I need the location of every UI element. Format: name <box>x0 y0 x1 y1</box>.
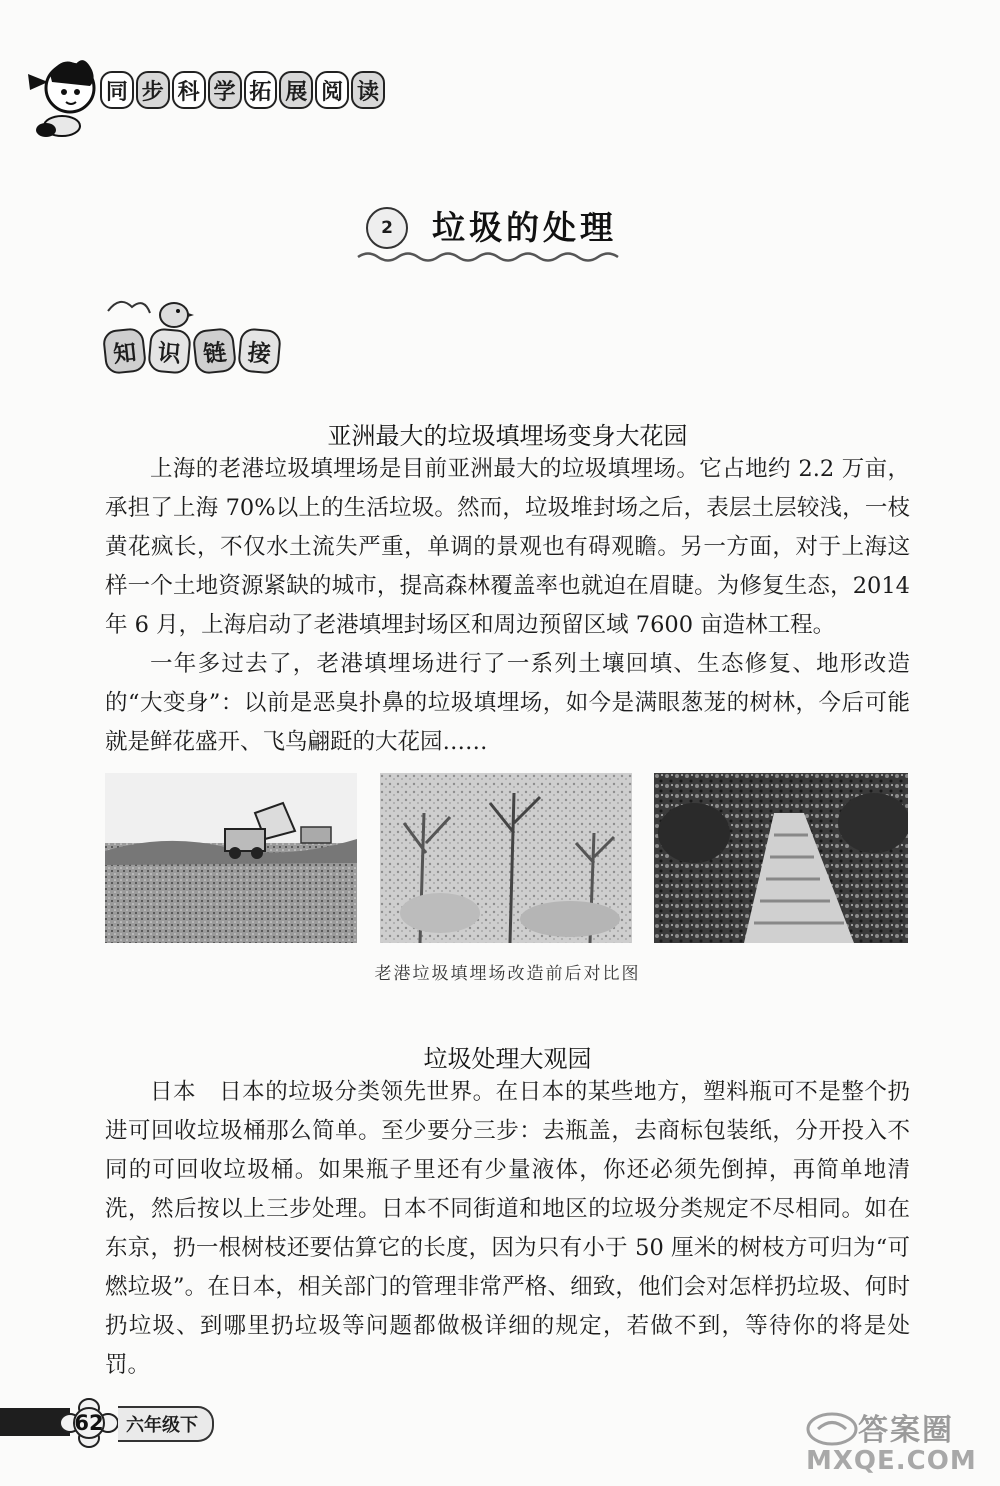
mascot-icon <box>22 52 102 140</box>
series-title-char: 阅 <box>315 71 349 109</box>
article-paragraph: 一年多过去了，老港填埋场进行了一系列土壤回填、生态修复、地形改造的“大变身”：以前是恶臭扑鼻的垃圾填埋场，如今是满眼葱茏的树林，今后可能就是鲜花盛开、飞鸟翩跹的大花园…… <box>105 651 910 755</box>
page-number: 62 <box>74 1411 104 1435</box>
title-underline-decoration <box>356 250 628 264</box>
badge-char: 识 <box>147 327 192 374</box>
article-paragraph-text: 日本的垃圾分类领先世界。在日本的某些地方，塑料瓶可不是整个扔进可回收垃圾桶那么简单。至少要分三步：去瓶盖，去商标包装纸，分开投入不同的可回收垃圾桶。如果瓶子里还有少量液体，你还必须先倒掉，再简单地清洗，然后按以上三步处理。日本不同街道和地区的垃圾分类规定不尽相同。如在东京，扔一根树枝还要估算它的长度，因为只有小于 50 厘米的树枝方可归为“可燃垃圾”。在日本，相关部门的管理非常严格、细致，他们会对怎样扔垃圾、何时扔垃圾、到哪里扔垃圾等问题都做极详细的规定，若做不到，等待你的将是处罚。 <box>105 1079 910 1378</box>
badge-char: 知 <box>102 327 147 375</box>
grade-label: 六年级下 <box>118 1406 214 1442</box>
series-title-char: 学 <box>208 71 242 109</box>
photo-caption: 老港垃圾填埋场改造前后对比图 <box>374 964 641 984</box>
article-paragraph <box>105 1073 910 1385</box>
watermark-text: 答案圈 <box>858 1413 954 1448</box>
series-title-char: 同 <box>100 71 134 109</box>
series-title-char: 步 <box>136 71 170 109</box>
country-label: 日本 <box>150 1079 197 1105</box>
article-title: 垃圾处理大观园 <box>423 1045 592 1073</box>
watermark-url: MXQE.COM <box>806 1446 977 1476</box>
photo-landfill-before <box>105 773 357 943</box>
lesson-title: 垃圾的处理 <box>432 208 617 247</box>
article-paragraph: 上海的老港垃圾填埋场是目前亚洲最大的垃圾填埋场。它占地约 2.2 万亩，承担了上海 70%以上的生活垃圾。然而，垃圾堆封场之后，表层土层较浅，一枝黄花疯长，不仅水土流失严重，单调的景观也有碍观瞻。另一方面，对于上海这样一个土地资源紧缺的城市，提高森林覆盖率也就迫在眉睫。为修复生态，2014 年 6 月，上海启动了老港填埋封场区和周边预留区域 7600 亩造林工程。 <box>105 456 910 638</box>
photo-landfill-after <box>654 773 908 943</box>
lesson-number: 2 <box>366 207 408 249</box>
series-title-char: 科 <box>172 71 206 109</box>
article-title: 亚洲最大的垃圾填埋场变身大花园 <box>327 422 688 450</box>
series-title <box>100 70 385 110</box>
knowledge-link-badge <box>104 326 280 376</box>
badge-char: 链 <box>192 327 237 375</box>
series-title-char: 拓 <box>244 71 278 109</box>
watermark-logo-icon <box>806 1412 858 1446</box>
series-title-char: 展 <box>279 71 313 109</box>
photo-landfill-transition <box>380 773 632 943</box>
series-title-char: 读 <box>351 71 385 109</box>
badge-char: 接 <box>237 327 282 374</box>
